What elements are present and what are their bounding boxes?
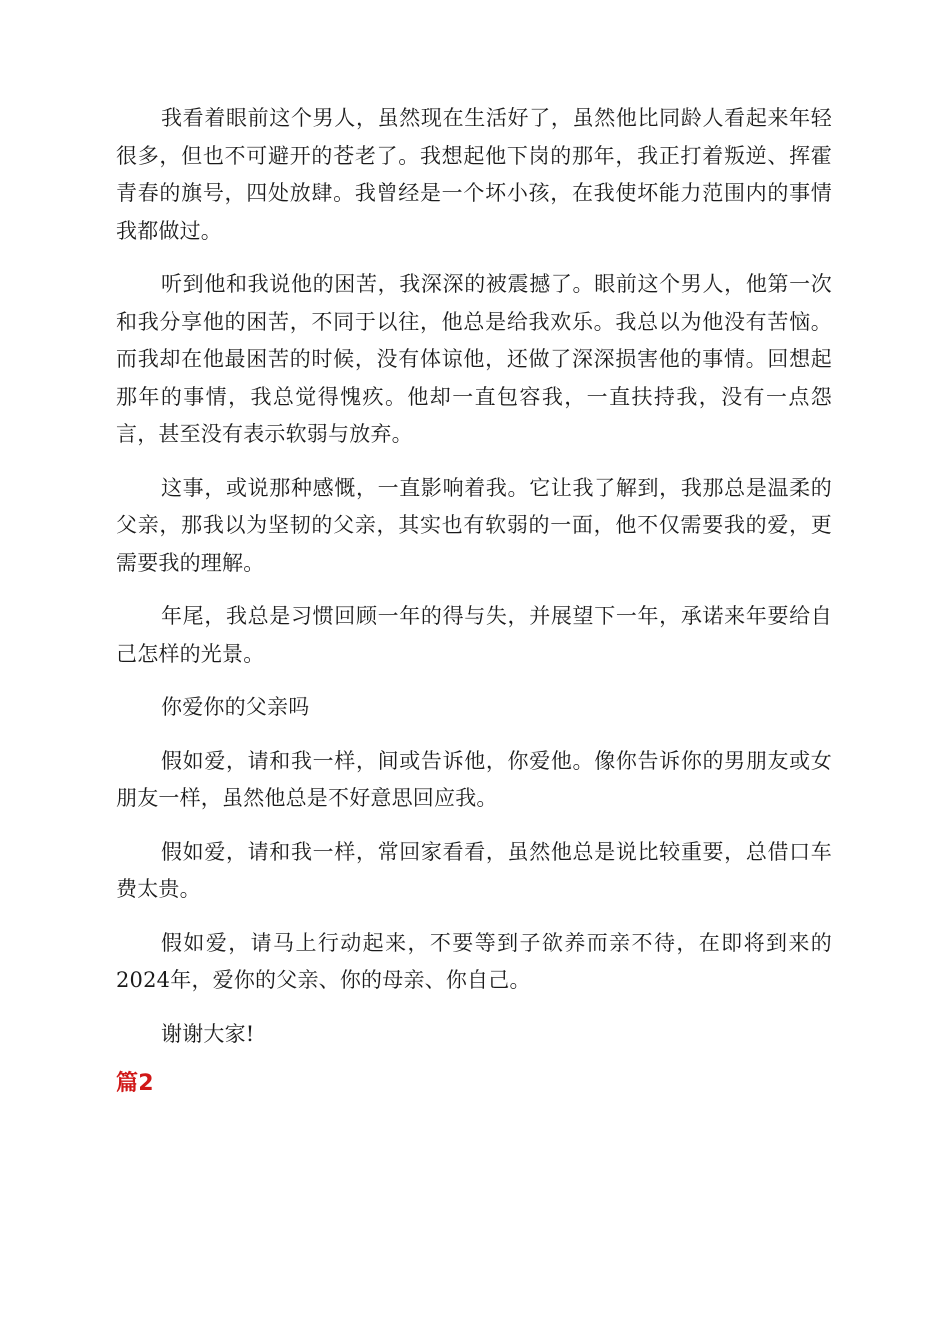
paragraph-7: 假如爱，请和我一样，常回家看看，虽然他总是说比较重要，总借口车费太贵。 [116, 839, 832, 901]
paragraph-2: 听到他和我说他的困苦，我深深的被震撼了。眼前这个男人，他第一次和我分享他的困苦，不同于以往，他总是给我欢乐。我总以为他没有苦恼。而我却在他最困苦的时候，没有体谅他，还做了深深损害他的事情。回想起那年的事情，我总觉得愧疚。他却一直包容我，一直扶持我，没有一点怨言，甚至没有表示软弱与放弃。 [116, 272, 832, 446]
document-page [116, 100, 832, 1099]
paragraph-8: 假如爱，请马上行动起来，不要等到子欲养而亲不待，在即将到来的2024年，爱你的父亲、你的母亲、你自己。 [116, 930, 832, 992]
paragraph-3: 这事，或说那种感慨，一直影响着我。它让我了解到，我那总是温柔的父亲，那我以为坚韧的父亲，其实也有软弱的一面，他不仅需要我的爱，更需要我的理解。 [116, 475, 832, 575]
paragraph-1: 我看着眼前这个男人，虽然现在生活好了，虽然他比同龄人看起来年轻很多，但也不可避开的苍老了。我想起他下岗的那年，我正打着叛逆、挥霍青春的旗号，四处放肆。我曾经是一个坏小孩，在我使坏能力范围内的事情我都做过。 [116, 106, 832, 243]
paragraph-5: 你爱你的父亲吗 [161, 695, 310, 719]
paragraph-9: 谢谢大家! [161, 1021, 255, 1046]
section-heading: 篇2 [116, 1071, 154, 1096]
paragraph-4: 年尾，我总是习惯回顾一年的得与失，并展望下一年，承诺来年要给自己怎样的光景。 [116, 604, 832, 666]
paragraph-6: 假如爱，请和我一样，间或告诉他，你爱他。像你告诉你的男朋友或女朋友一样，虽然他总是不好意思回应我。 [116, 748, 832, 810]
